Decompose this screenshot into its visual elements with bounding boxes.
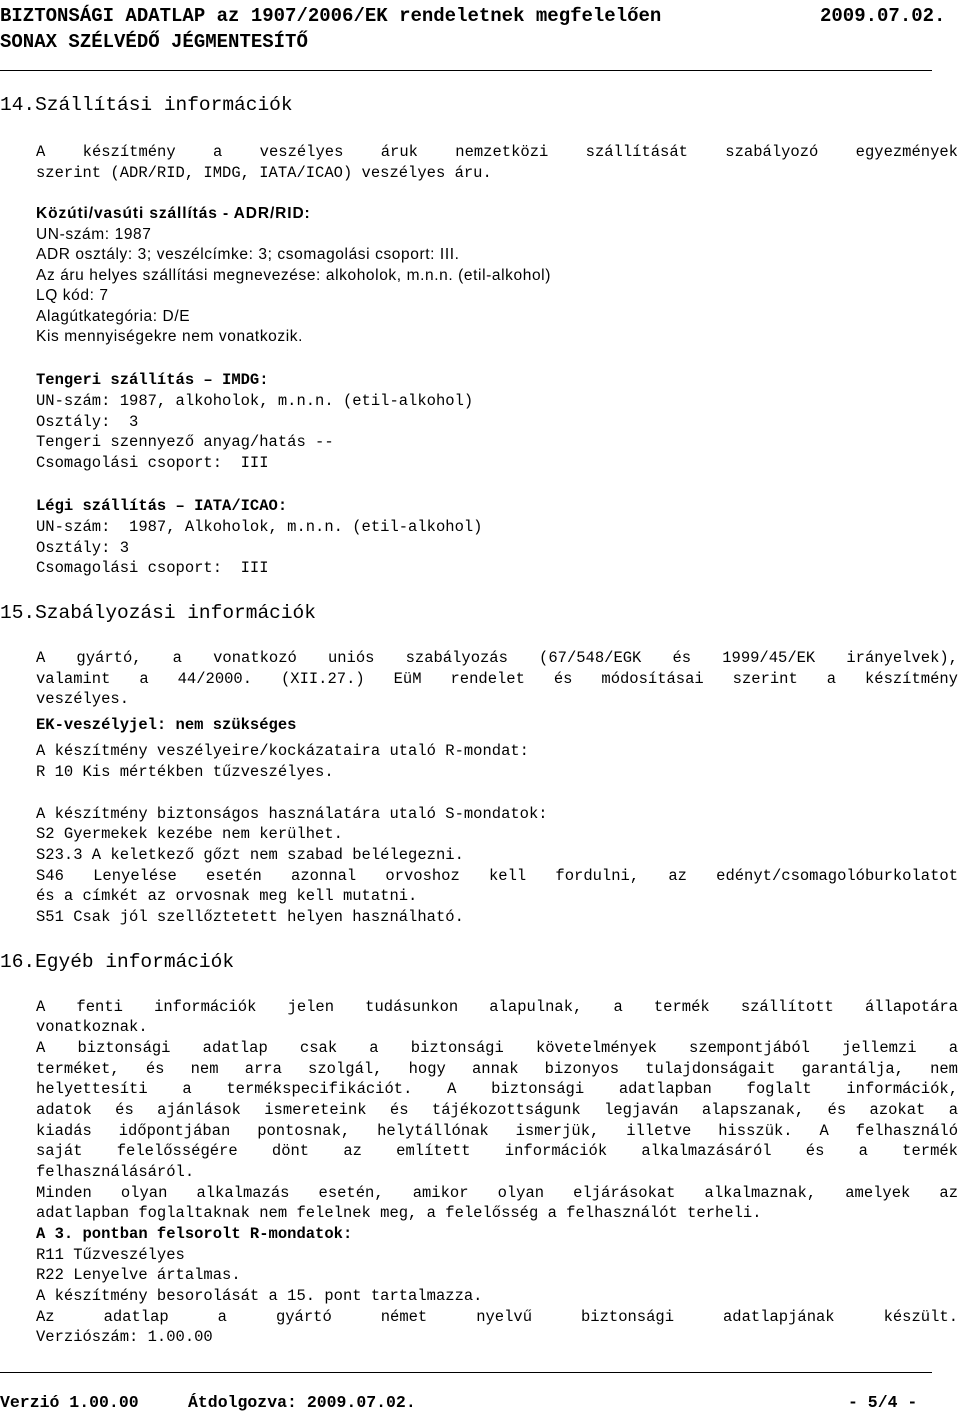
s16-line-10: Minden olyan alkalmazás esetén, amikor olyan eljárásokat alkalmaznak, amelyek az xyxy=(36,1184,958,1202)
s-phrase-line-1: S2 Gyermekek kezébe nem kerülhet. xyxy=(36,825,343,843)
document-title: BIZTONSÁGI ADATLAP az 1907/2006/EK rendeletnek megfelelően xyxy=(0,5,662,27)
sea-line-4: Csomagolási csoport: III xyxy=(36,454,269,472)
r-phrases-heading: A 3. pontban felsorolt R-mondatok: xyxy=(36,1225,353,1243)
s14-intro-line-2: szerint (ADR/RID, IMDG, IATA/ICAO) veszélyes áru. xyxy=(36,164,492,182)
s14-intro-line-1: A készítmény a veszélyes áruk nemzetközi szállítását szabályozó egyezmények xyxy=(36,143,958,161)
sea-line-1: UN-szám: 1987, alkoholok, m.n.n. (etil-alkohol) xyxy=(36,392,474,410)
road-line-1: UN-szám: 1987 xyxy=(36,226,152,243)
r10-phrase: R 10 Kis mértékben tűzveszélyes. xyxy=(36,763,334,781)
road-transport-heading: Közúti/vasúti szállítás - ADR/RID: xyxy=(36,205,311,222)
s15-para-line-1: A gyártó, a vonatkozó uniós szabályozás (67/548/EGK és 1999/45/EK irányelvek), xyxy=(36,649,958,667)
road-line-4: LQ kód: 7 xyxy=(36,287,109,304)
s16-line-11: adatlapban foglaltaknak nem felelnek meg, a felelősség a felhasználót terheli. xyxy=(36,1204,762,1222)
s-phrase-line-3: S46 Lenyelése esetén azonnal orvoshoz kell fordulni, az edényt/csomagolóburkolatot xyxy=(36,867,958,885)
section-15-title: 15.Szabályozási információk xyxy=(0,602,316,624)
s-phrase-intro: A készítmény biztonságos használatára utaló S-mondatok: xyxy=(36,805,548,823)
s16-line-5: helyettesíti a termékspecifikációt. A biztonsági adatlapban foglalt információk, xyxy=(36,1080,958,1098)
s16-line-2: vonatkoznak. xyxy=(36,1018,148,1036)
translation-note: Az adatlap a gyártó német nyelvű biztonsági adatlapjának készült. xyxy=(36,1308,958,1326)
footer-rule xyxy=(0,1372,932,1373)
air-line-3: Csomagolási csoport: III xyxy=(36,559,269,577)
s16-line-1: A fenti információk jelen tudásunkon alapulnak, a termék szállított állapotára xyxy=(36,998,958,1016)
s-phrase-line-2: S23.3 A keletkező gőzt nem szabad belélegezni. xyxy=(36,846,464,864)
s16-line-4: terméket, és nem arra szolgál, hogy annak bizonyos tulajdonságait garantálja, nem xyxy=(36,1060,958,1078)
s16-line-6: adatok és ajánlások ismereteink és tájékozottságunk legjaván alapszanak, és azokat a xyxy=(36,1101,958,1119)
s15-para-line-3: veszélyes. xyxy=(36,690,130,708)
road-line-3: Az áru helyes szállítási megnevezése: alkoholok, m.n.n. (etil-alkohol) xyxy=(36,267,551,284)
air-line-1: UN-szám: 1987, Alkoholok, m.n.n. (etil-alkohol) xyxy=(36,518,483,536)
s-phrase-line-5: S51 Csak jól szellőztetett helyen használható. xyxy=(36,908,464,926)
footer-page-number: - 5/4 - xyxy=(848,1393,918,1412)
air-transport-heading: Légi szállítás – IATA/ICAO: xyxy=(36,497,288,515)
road-line-2: ADR osztály: 3; veszélcímke: 3; csomagolási csoport: III. xyxy=(36,246,460,263)
ek-hazard-symbol: EK-veszélyjel: nem szükséges xyxy=(36,716,297,734)
sea-line-2: Osztály: 3 xyxy=(36,413,139,431)
r-phrase-r11: R11 Tűzveszélyes xyxy=(36,1246,185,1264)
s16-line-7: kiadás időpontjában pontosnak, helytállónak ismerjük, illetve hisszük. A felhasználó xyxy=(36,1122,958,1140)
s16-line-3: A biztonsági adatlap csak a biztonsági követelmények szempontjából jellemzi a xyxy=(36,1039,958,1057)
s16-line-9: felhasználásáról. xyxy=(36,1163,195,1181)
product-name: SONAX SZÉLVÉDŐ JÉGMENTESÍTŐ xyxy=(0,31,308,53)
section-14-title: 14.Szállítási információk xyxy=(0,94,293,116)
sea-transport-heading: Tengeri szállítás – IMDG: xyxy=(36,371,269,389)
road-line-6: Kis mennyiségekre nem vonatkozik. xyxy=(36,328,304,345)
footer-revised: Átdolgozva: 2009.07.02. xyxy=(188,1393,416,1412)
air-line-2: Osztály: 3 xyxy=(36,539,130,557)
s16-line-8: saját felelősségére dönt az említett információk alkalmazásáról és a termék xyxy=(36,1142,958,1160)
r-phrase-intro: A készítmény veszélyeire/kockázataira utaló R-mondat: xyxy=(36,742,529,760)
header-rule xyxy=(0,70,932,71)
road-line-5: Alagútkategória: D/E xyxy=(36,308,191,325)
footer-version: Verzió 1.00.00 xyxy=(0,1393,139,1412)
document-date: 2009.07.02. xyxy=(820,5,946,27)
r-phrase-r22: R22 Lenyelve ártalmas. xyxy=(36,1266,241,1284)
sea-line-3: Tengeri szennyező anyag/hatás -- xyxy=(36,433,334,451)
s15-para-line-2: valamint a 44/2000. (XII.27.) EüM rendelet és módosításai szerint a készítmény xyxy=(36,670,958,688)
version-number: Verziószám: 1.00.00 xyxy=(36,1328,213,1346)
classification-note: A készítmény besorolását a 15. pont tartalmazza. xyxy=(36,1287,483,1305)
section-16-title: 16.Egyéb információk xyxy=(0,951,235,973)
s-phrase-line-4: és a címkét az orvosnak meg kell mutatni. xyxy=(36,887,418,905)
